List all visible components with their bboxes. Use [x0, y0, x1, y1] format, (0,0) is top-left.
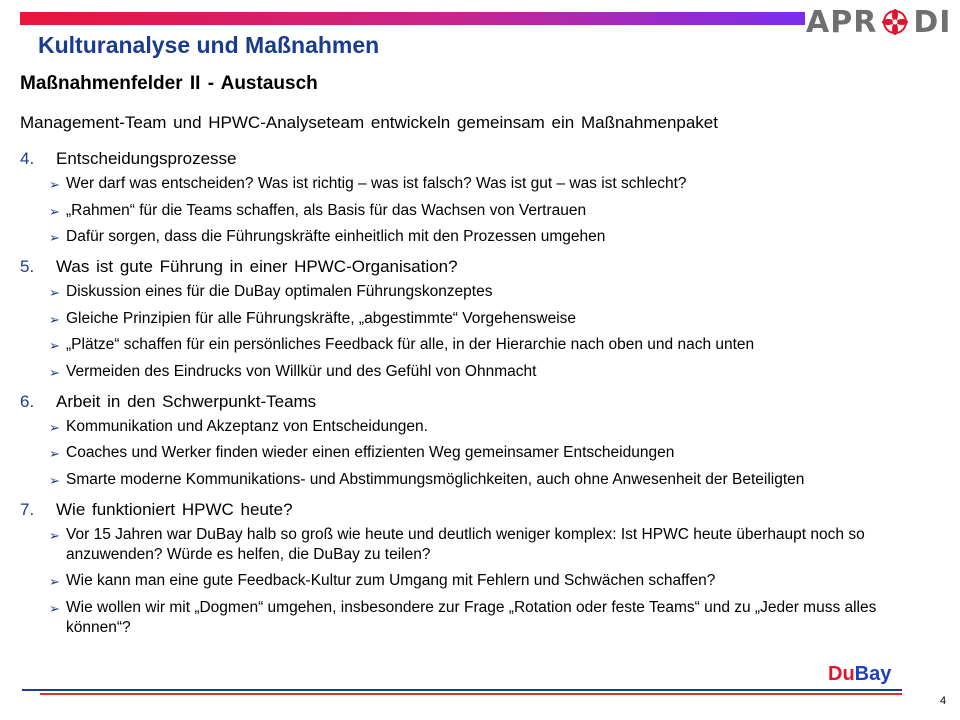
measure-number: 5. [20, 257, 35, 276]
bullet-item [20, 174, 920, 194]
arrowhead-bullet-icon: ➢ [49, 419, 60, 435]
measure-number: 7. [20, 499, 35, 519]
measure-block [20, 148, 920, 247]
bullet-item [20, 417, 920, 437]
bullet-text: „Rahmen“ für die Teams schaffen, als Basis für das Wachsen von Vertrauen [66, 201, 587, 219]
footer-line-blue [22, 689, 902, 691]
measure-heading [20, 256, 920, 278]
measure-number: 6. [20, 391, 35, 411]
arrowhead-bullet-icon: ➢ [49, 364, 60, 380]
bullet-text: Smarte moderne Kommunikations- und Abstimmungsmöglichkeiten, auch ohne Anwesenheit der Beteiligten [66, 470, 805, 488]
measure-heading [20, 391, 920, 413]
bullet-list [20, 282, 920, 382]
bullet-item [20, 443, 920, 463]
arrowhead-bullet-icon: ➢ [49, 472, 60, 488]
measure-block [20, 391, 920, 490]
bullet-text: Wie kann man eine gute Feedback-Kultur zum Umgang mit Fehlern und Schwächen schaffen? [66, 572, 716, 589]
arrowhead-bullet-icon: ➢ [49, 338, 60, 353]
bullet-item [20, 571, 920, 591]
footer-line-red [40, 693, 902, 695]
bullet-text: Diskussion eines für die DuBay optimalen Führungskonzeptes [66, 283, 493, 300]
bullet-text: Vor 15 Jahren war DuBay halb so groß wie heute und deutlich weniger komplex: Ist HPWC heute überhaupt noch so anzuwenden? Würde es helfen, die DuBay zu teilen? [66, 525, 865, 563]
arrowhead-bullet-icon: ➢ [49, 600, 60, 616]
intro-text: Management-Team und HPWC-Analyseteam entwickeln gemeinsam ein Maßnahmenpaket [20, 113, 718, 132]
bullet-text: Dafür sorgen, dass die Führungskräfte einheitlich mit den Prozessen umgehen [66, 228, 606, 245]
measure-heading-text: Was ist gute Führung in einer HPWC-Organisation? [56, 257, 458, 276]
bullet-text: Wer darf was entscheiden? Was ist richtig – was ist falsch? Was ist gut – was ist schlecht? [66, 175, 687, 192]
arrowhead-bullet-icon: ➢ [49, 203, 60, 219]
arrowhead-bullet-icon: ➢ [49, 527, 60, 543]
bullet-item [20, 201, 920, 221]
dubay-logo [828, 663, 891, 686]
header-gradient-bar [20, 12, 805, 25]
bullet-text: Wie wollen wir mit „Dogmen“ umgehen, insbesondere zur Frage „Rotation oder feste Teams“ und zu „Jeder muss alles können“? [66, 598, 877, 636]
measures-list [20, 148, 920, 647]
bullet-text: Coaches und Werker finden wieder einen effizienten Weg gemeinsamer Entscheidungen [66, 444, 675, 461]
bullet-list [20, 417, 920, 490]
page-number: 4 [940, 695, 947, 707]
brand-du: Du [828, 663, 855, 685]
bullet-item [20, 598, 920, 638]
bullet-text: Gleiche Prinzipien für alle Führungskräfte, „abgestimmte“ Vorgehensweise [66, 309, 577, 327]
bullet-item [20, 362, 920, 382]
logo-text-left: APR [806, 4, 878, 40]
arrowhead-bullet-icon: ➢ [49, 446, 60, 461]
arrowhead-bullet-icon: ➢ [49, 230, 60, 245]
bullet-item [20, 282, 920, 302]
measure-heading-text: Arbeit in den Schwerpunkt-Teams [56, 391, 317, 411]
arrowhead-bullet-icon: ➢ [49, 177, 60, 192]
section-title: Maßnahmenfelder II - Austausch [20, 73, 318, 94]
aprodi-logo [806, 4, 951, 40]
measure-block [20, 256, 920, 382]
measure-heading [20, 148, 920, 170]
bullet-item [20, 525, 920, 565]
measure-heading-text: Wie funktioniert HPWC heute? [56, 499, 293, 519]
measure-number: 4. [20, 149, 35, 168]
arrowhead-bullet-icon: ➢ [49, 311, 60, 327]
page-title: Kulturanalyse und Maßnahmen [38, 32, 380, 58]
arrowhead-bullet-icon: ➢ [49, 285, 60, 300]
measure-heading [20, 499, 920, 521]
bullet-item [20, 227, 920, 247]
bullet-item [20, 470, 920, 490]
bullet-item [20, 335, 920, 355]
logo-text-right: DI [913, 4, 952, 40]
measure-block [20, 499, 920, 638]
bullet-text: „Plätze“ schaffen für ein persönliches Feedback für alle, in der Hierarchie nach oben und nach unten [66, 336, 755, 353]
bullet-list [20, 174, 920, 247]
aprodi-flower-icon [878, 7, 912, 37]
measure-heading-text: Entscheidungsprozesse [56, 149, 237, 168]
brand-bay: Bay [854, 663, 892, 685]
bullet-item [20, 309, 920, 329]
bullet-text: Kommunikation und Akzeptanz von Entscheidungen. [66, 417, 428, 435]
bullet-list [20, 525, 920, 638]
bullet-text: Vermeiden des Eindrucks von Willkür und des Gefühl von Ohnmacht [66, 362, 537, 380]
arrowhead-bullet-icon: ➢ [49, 574, 60, 589]
